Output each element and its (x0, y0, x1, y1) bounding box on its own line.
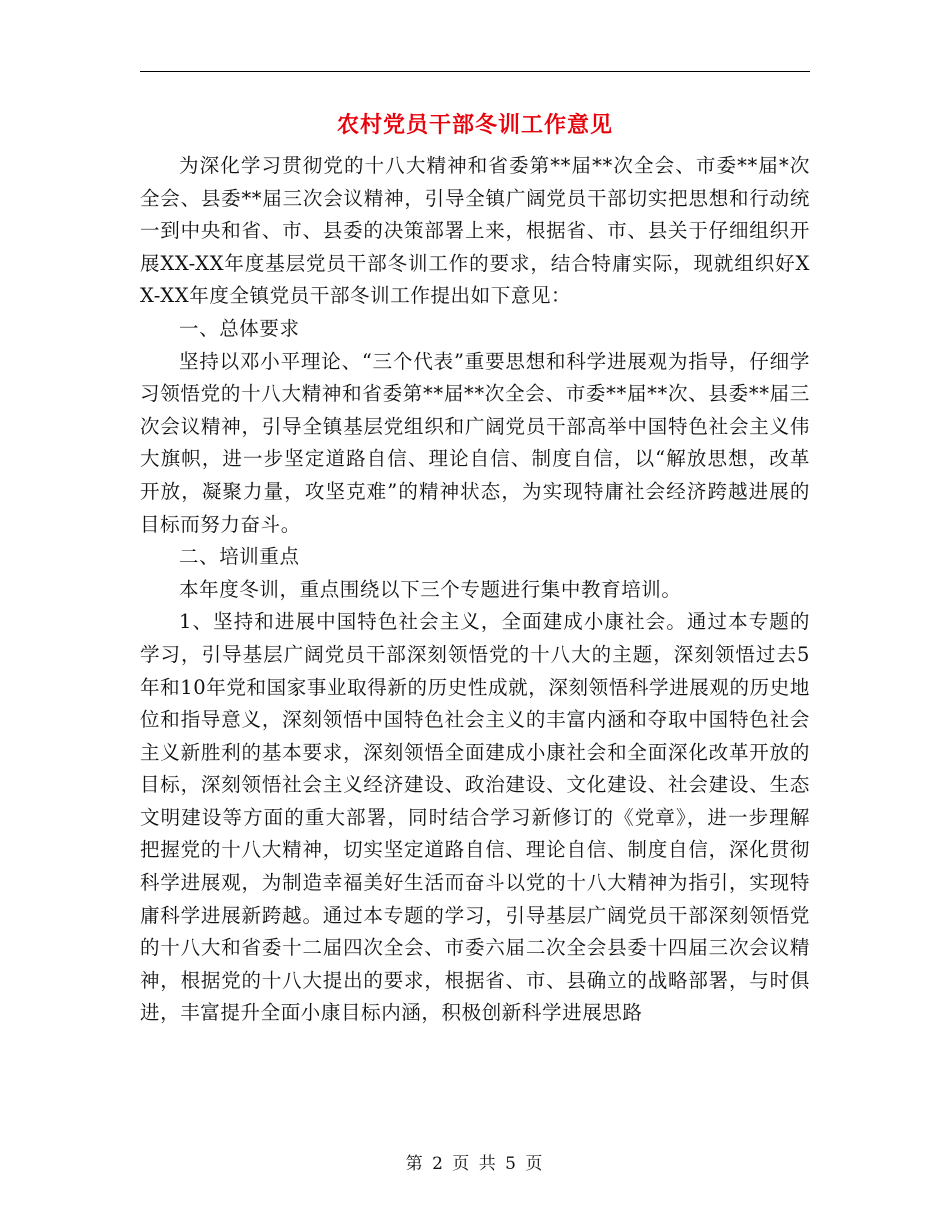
document-body (140, 150, 810, 1030)
section-heading-general-requirements: 一、总体要求 (179, 316, 300, 340)
section-heading-training-focus: 二、培训重点 (179, 545, 300, 569)
document-title: 农村党员干部冬训工作意见 (336, 112, 613, 138)
header-rule (140, 71, 810, 72)
page-number-footer: 第 2 页 共 5 页 (405, 1154, 545, 1174)
paragraph-general-requirements: 坚持以邓小平理论、“三个代表”重要思想和科学进展观为指导，仔细学习领悟党的十八大精神和省委第**届**次全会、市委**届**次、县委**届三次会议精神，引导全镇基层党组织和广阔党员干部高举中国特色社会主义伟大旗帜，进一步坚定道路自信、理论自信、制度自信，以“解放思想，改革开放，凝聚力量，攻坚克难”的精神状态，为实现特庸社会经济跨越进展的目标而努力奋斗。 (140, 349, 810, 536)
paragraph-intro: 为深化学习贯彻党的十八大精神和省委第**届**次全会、市委**届*次全会、县委**届三次会议精神，引导全镇广阔党员干部切实把思想和行动统一到中央和省、市、县委的决策部署上来，根据省、市、县关于仔细组织开展XX-XX年度基层党员干部冬训工作的要求，结合特庸实际，现就组织好XX-XX年度全镇党员干部冬训工作提出如下意见： (140, 154, 810, 308)
paragraph-topic-1: 1、坚持和进展中国特色社会主义，全面建成小康社会。通过本专题的学习，引导基层广阔党员干部深刻领悟党的十八大的主题，深刻领悟过去5年和10年党和国家事业取得新的历史性成就，深刻领悟科学进展观的历史地位和指导意义，深刻领悟中国特色社会主义的丰富内涵和夺取中国特色社会主义新胜利的基本要求，深刻领悟全面建成小康社会和全面深化改革开放的目标，深刻领悟社会主义经济建设、政治建设、文化建设、社会建设、生态文明建设等方面的重大部署，同时结合学习新修订的《党章》，进一步理解把握党的十八大精神，切实坚定道路自信、理论自信、制度自信，深化贯彻科学进展观，为制造幸福美好生活而奋斗以党的十八大精神为指引，实现特庸科学进展新跨越。通过本专题的学习，引导基层广阔党员干部深刻领悟党的十八大和省委十二届四次全会、市委六届二次全会县委十四届三次会议精神，根据党的十八大提出的要求，根据省、市、县确立的战略部署，与时俱进，丰富提升全面小康目标内涵，积极创新科学进展思路 (140, 610, 810, 1025)
paragraph-training-focus-intro: 本年度冬训，重点围绕以下三个专题进行集中教育培训。 (179, 577, 682, 601)
